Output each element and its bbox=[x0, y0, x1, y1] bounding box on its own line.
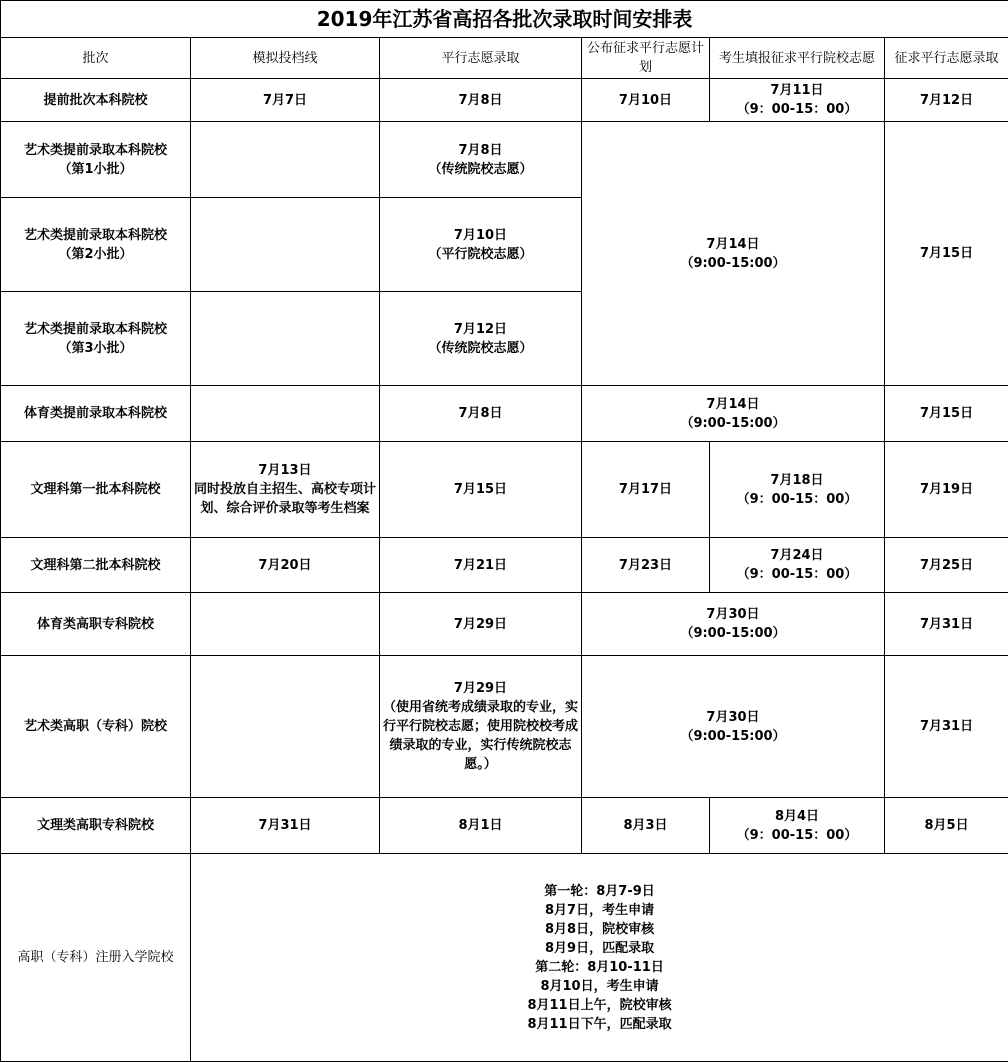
row-early-publish: 7月10日 bbox=[582, 79, 710, 122]
row-first-final: 7月19日 bbox=[885, 442, 1008, 538]
row-art-voc-name: 艺术类高职（专科）院校 bbox=[1, 656, 191, 798]
row-lib-voc-fill: 8月4日 （9：00-15：00） bbox=[710, 798, 885, 854]
row-sports-voc-final: 7月31日 bbox=[885, 593, 1008, 656]
row-early-mock: 7月7日 bbox=[191, 79, 380, 122]
row-lib-voc-publish: 8月3日 bbox=[582, 798, 710, 854]
row-art-1-parallel: 7月8日 （传统院校志愿） bbox=[380, 122, 582, 198]
row-second-name: 文理科第二批本科院校 bbox=[1, 538, 191, 593]
row-art-2-name: 艺术类提前录取本科院校 （第2小批） bbox=[1, 198, 191, 292]
header-final-admission: 征求平行志愿录取 bbox=[885, 38, 1008, 79]
table-title: 2019年江苏省高招各批次录取时间安排表 bbox=[1, 1, 1008, 38]
row-registration-name: 高职（专科）注册入学院校 bbox=[1, 854, 191, 1062]
row-art-voc-final: 7月31日 bbox=[885, 656, 1008, 798]
row-early-final: 7月12日 bbox=[885, 79, 1008, 122]
row-lib-voc-mock: 7月31日 bbox=[191, 798, 380, 854]
row-sports-publish-fill: 7月14日 （9:00-15:00） bbox=[582, 386, 885, 442]
row-sports-mock bbox=[191, 386, 380, 442]
row-art-1-name: 艺术类提前录取本科院校 （第1小批） bbox=[1, 122, 191, 198]
row-first-name: 文理科第一批本科院校 bbox=[1, 442, 191, 538]
header-mock-line: 模拟投档线 bbox=[191, 38, 380, 79]
row-art-3-name: 艺术类提前录取本科院校 （第3小批） bbox=[1, 292, 191, 386]
row-sports-voc-name: 体育类高职专科院校 bbox=[1, 593, 191, 656]
row-sports-parallel: 7月8日 bbox=[380, 386, 582, 442]
row-sports-voc-publish-fill: 7月30日 （9:00-15:00） bbox=[582, 593, 885, 656]
row-art-1-mock bbox=[191, 122, 380, 198]
header-fill-volunteer: 考生填报征求平行院校志愿 bbox=[710, 38, 885, 79]
row-art-publish-fill: 7月14日 （9:00-15:00） bbox=[582, 122, 885, 386]
row-early-batch-name: 提前批次本科院校 bbox=[1, 79, 191, 122]
row-second-parallel: 7月21日 bbox=[380, 538, 582, 593]
row-sports-name: 体育类提前录取本科院校 bbox=[1, 386, 191, 442]
row-second-final: 7月25日 bbox=[885, 538, 1008, 593]
row-sports-voc-mock bbox=[191, 593, 380, 656]
row-early-parallel: 7月8日 bbox=[380, 79, 582, 122]
row-second-fill: 7月24日 （9：00-15：00） bbox=[710, 538, 885, 593]
row-art-voc-parallel: 7月29日 （使用省统考成绩录取的专业，实行平行院校志愿；使用院校校考成绩录取的专业，实行传统院校志愿。） bbox=[380, 656, 582, 798]
header-parallel-admission: 平行志愿录取 bbox=[380, 38, 582, 79]
row-art-2-parallel: 7月10日 （平行院校志愿） bbox=[380, 198, 582, 292]
row-art-3-mock bbox=[191, 292, 380, 386]
row-second-publish: 7月23日 bbox=[582, 538, 710, 593]
row-art-voc-mock bbox=[191, 656, 380, 798]
row-early-fill: 7月11日 （9：00-15：00） bbox=[710, 79, 885, 122]
row-first-mock: 7月13日 同时投放自主招生、高校专项计划、综合评价录取等考生档案 bbox=[191, 442, 380, 538]
row-art-voc-publish-fill: 7月30日 （9:00-15:00） bbox=[582, 656, 885, 798]
row-lib-voc-final: 8月5日 bbox=[885, 798, 1008, 854]
row-first-fill: 7月18日 （9：00-15：00） bbox=[710, 442, 885, 538]
header-publish-plan: 公布征求平行志愿计划 bbox=[582, 38, 710, 79]
row-art-final: 7月15日 bbox=[885, 122, 1008, 386]
row-lib-voc-name: 文理类高职专科院校 bbox=[1, 798, 191, 854]
header-batch: 批次 bbox=[1, 38, 191, 79]
row-art-2-mock bbox=[191, 198, 380, 292]
row-art-3-parallel: 7月12日 （传统院校志愿） bbox=[380, 292, 582, 386]
row-lib-voc-parallel: 8月1日 bbox=[380, 798, 582, 854]
row-sports-final: 7月15日 bbox=[885, 386, 1008, 442]
row-registration-detail: 第一轮：8月7-9日 8月7日，考生申请 8月8日，院校审核 8月9日，匹配录取 第二轮：8月10-11日 8月10日，考生申请 8月11日上午，院校审核 8月11日下午，匹配录取 bbox=[191, 854, 1008, 1062]
row-first-publish: 7月17日 bbox=[582, 442, 710, 538]
row-sports-voc-parallel: 7月29日 bbox=[380, 593, 582, 656]
row-first-parallel: 7月15日 bbox=[380, 442, 582, 538]
row-second-mock: 7月20日 bbox=[191, 538, 380, 593]
